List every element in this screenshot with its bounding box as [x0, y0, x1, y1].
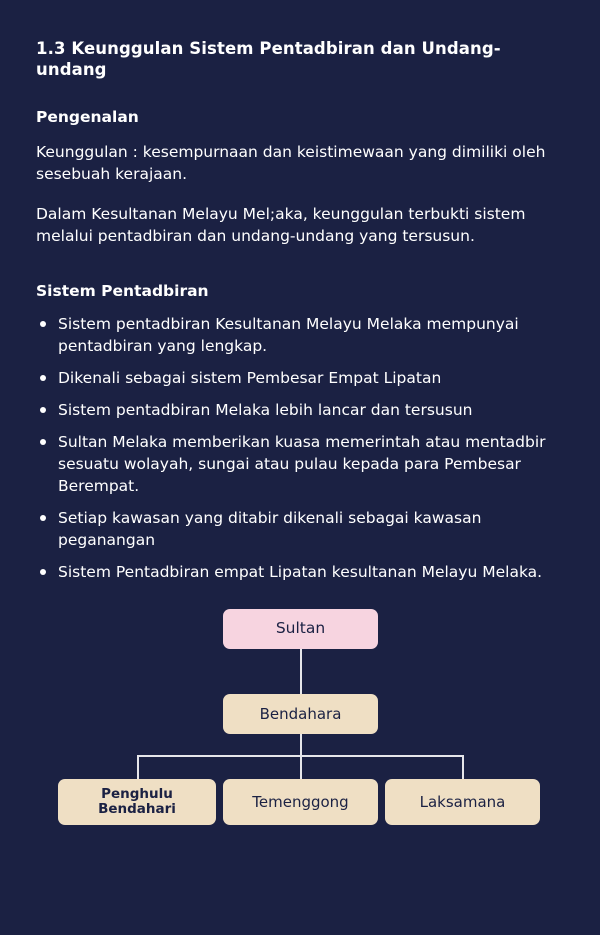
paragraph-context: Dalam Kesultanan Melayu Mel;aka, keunggulan terbukti sistem melalui pentadbiran dan undang-undang yang tersusun.: [36, 205, 526, 246]
intro-heading: Pengenalan: [36, 107, 139, 126]
org-node-penghulu-bendahari: [58, 779, 216, 825]
org-node-sultan-label: Sultan: [275, 619, 326, 638]
list-item: Setiap kawasan yang ditabir dikenali sebagai kawasan peganangan: [36, 507, 564, 551]
org-node-bendahara-label: Bendahara: [259, 704, 342, 723]
connector-temenggong: [300, 755, 302, 779]
org-node-line1: Penghulu: [101, 785, 173, 802]
list-item: Sultan Melaka memberikan kuasa memerintah atau mentadbir sesuatu wolayah, sungai atau pulau kepada para Pembesar Berempat.: [36, 431, 564, 497]
org-node-line2: Bendahari: [98, 801, 176, 818]
org-node-sultan: [223, 609, 378, 649]
connector-sultan-bendahara: [300, 649, 302, 694]
page-title: 1.3 Keunggulan Sistem Pentadbiran dan Undang-undang: [36, 39, 501, 80]
list-item: Sistem pentadbiran Kesultanan Melayu Melaka mempunyai pentadbiran yang lengkap.: [36, 313, 564, 357]
org-node-penghulu-bendahari-label: [98, 787, 176, 818]
list-item: Sistem pentadbiran Melaka lebih lancar dan tersusun: [36, 399, 564, 421]
org-node-temenggong: [223, 779, 378, 825]
org-node-laksamana: [385, 779, 540, 825]
list-item: Dikenali sebagai sistem Pembesar Empat Lipatan: [36, 367, 564, 389]
list-item: Sistem Pentadbiran empat Lipatan kesultanan Melayu Melaka.: [36, 561, 564, 583]
org-node-laksamana-label: Laksamana: [419, 792, 506, 811]
connector-laksamana: [462, 755, 464, 779]
org-node-bendahara: [223, 694, 378, 734]
org-node-temenggong-label: Temenggong: [252, 792, 349, 811]
connector-bendahara-down: [300, 734, 302, 756]
paragraph-definition: Keunggulan : kesempurnaan dan keistimewaan yang dimiliki oleh sesebuah kerajaan.: [36, 143, 546, 184]
bullet-list: [36, 313, 564, 583]
org-chart: [36, 609, 564, 839]
connector-penghulu: [137, 755, 139, 779]
system-heading: Sistem Pentadbiran: [36, 282, 209, 301]
